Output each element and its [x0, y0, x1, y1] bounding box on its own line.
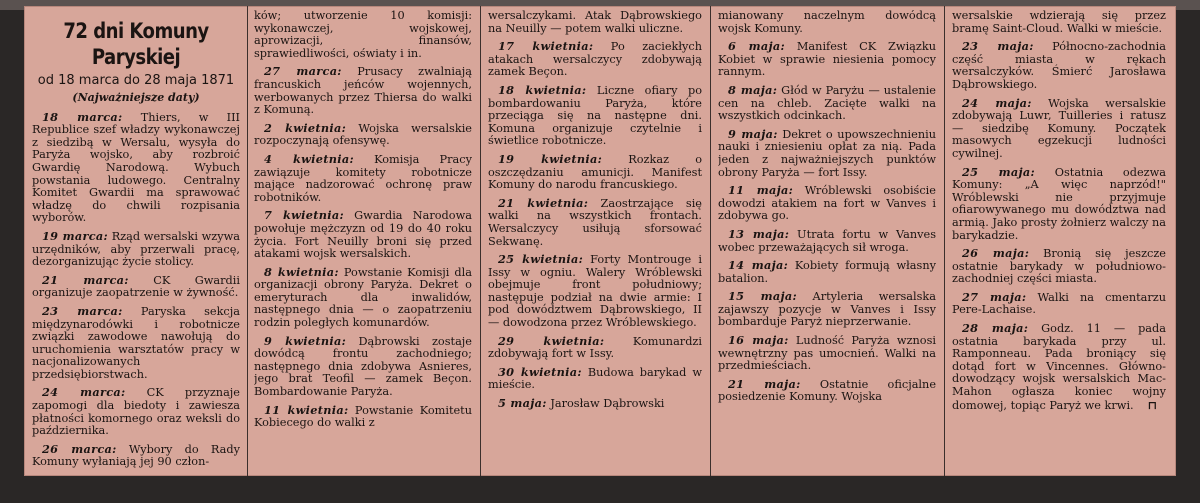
timeline-entry — [32, 111, 240, 225]
entry-text: Ostatnie oficjalne posiedzenie Komuny. Wojska — [718, 377, 936, 404]
entry-text: Utrata fortu w Vanves wobec przeważających sił wroga. — [718, 227, 936, 254]
column-divider — [944, 6, 945, 476]
entry-date: 21 maja: — [728, 376, 801, 391]
timeline-entry — [254, 209, 472, 260]
entry-text: CK Gwardii organizuje zaopatrzenie w żywność. — [32, 273, 240, 300]
entry-text: Forty Montrouge i Issy w ogniu. Walery Wróblewski obejmuje front południowy; następuje podział na dwie armie: I pod dowództwem Dąbrowskiego, II — dowodzona przez Wróblewskiego. — [488, 253, 702, 330]
column-divider — [710, 6, 711, 476]
timeline-entry — [488, 253, 702, 330]
entry-text: Rozkaz o oszczędzaniu amunicji. Manifest Komuny do narodu francuskiego. — [488, 152, 702, 192]
timeline-entry — [952, 247, 1166, 286]
entry-date: 11 maja: — [728, 183, 794, 198]
timeline-entry — [254, 404, 472, 430]
entry-text: Wróblewski osobiście dowodzi atakiem na fort w Vanves i zdobywa go. — [718, 184, 936, 223]
entry-text: Wojska wersalskie zdobywają Luwr, Tuilleries i ratusz — siedzibę Komuny. Początek masowych egzekucji ludności cywilnej. — [952, 96, 1166, 160]
timeline-entry — [952, 322, 1166, 412]
continued-text: wersalczykami. Atak Dąbrowskiego na Neuilly — potem walki uliczne. — [488, 10, 702, 35]
entry-date: 19 marca: — [42, 228, 109, 243]
entry-date: 16 maja: — [728, 333, 789, 348]
column-3 — [488, 10, 702, 476]
timeline-entry — [254, 266, 472, 330]
entry-date: 27 marca: — [264, 64, 342, 79]
entry-date: 18 kwietnia: — [498, 82, 587, 97]
entry-date: 7 kwietnia: — [264, 208, 344, 223]
entry-text: Ostatnia odezwa Komuny: „A więc naprzód!" Wróblewski nie przyjmuje ofiarowywanego mu dowództwa nad armią. Jako prosty żołnierz walczy na barykadzie. — [952, 165, 1166, 242]
entry-date: 28 maja: — [962, 321, 1029, 336]
entry-date: 24 maja: — [962, 95, 1032, 110]
timeline-entry — [718, 184, 936, 223]
timeline-entry — [254, 153, 472, 204]
timeline-entry — [718, 334, 936, 373]
entry-date: 8 kwietnia: — [264, 264, 339, 279]
entry-date: 26 maja: — [962, 246, 1030, 261]
entry-text: Godz. 11 — pada ostatnia barykada przy ul. Ramponneau. Pada broniący się dotąd fort w Vincennes. Głównodowodzący wojsk wersalskich Mac-Mahon ogłasza koniec wojny domowej, topiąc Paryż we krwi. — [952, 322, 1166, 412]
entry-date: 24 marca: — [42, 385, 126, 400]
entry-text: Głód w Paryżu — ustalenie cen na chleb. Zacięte walki na wszystkich odcinkach. — [718, 83, 936, 123]
entry-text: Po zaciekłych atakach wersalczycy zdobywają zamek Beçon. — [488, 40, 702, 79]
entry-date: 30 kwietnia: — [498, 364, 582, 379]
entry-text: Liczne ofiary po bombardowaniu Paryża, które przeciąga się na następne dni. Komuna organizuje czytelnie i świetlice robotnicze. — [488, 83, 702, 148]
entry-date: 21 kwietnia: — [498, 195, 589, 210]
entry-text: Thiers, w III Republice szef władzy wykonawczej z siedzibą w Wersalu, wysyła do Paryża wojsko, aby rozbroić Gwardię Narodową. Wybuch powstania ludowego. Centralny Komitet Gwardii ma sprawować władzę do chwili rozpisania wyborów. — [32, 110, 240, 225]
column-2 — [254, 10, 472, 476]
entry-text: Paryska sekcja międzynarodówki i robotnicze związki zawodowe nawołują do uruchomienia warsztatów pracy w nacjonalizowanych przedsiębiorstwach. — [32, 304, 240, 381]
entry-text: Bronią się jeszcze ostatnie barykady w południowo-zachodniej części miasta. — [952, 247, 1166, 286]
entry-date: 2 kwietnia: — [264, 120, 347, 135]
timeline-entry — [32, 274, 240, 300]
continued-text: wersalskie wdzierają się przez bramę Saint-Cloud. Walki w mieście. — [952, 10, 1166, 35]
column-4 — [718, 10, 936, 476]
timeline-entry — [718, 290, 936, 329]
entry-text: Północno-zachodnia część miasta w rękach wersalczyków. Śmierć Jarosława Dąbrowskiego. — [952, 40, 1166, 91]
entry-date: 25 maja: — [962, 164, 1036, 179]
entry-date: 25 kwietnia: — [498, 252, 584, 267]
entry-date: 17 kwietnia: — [498, 39, 594, 54]
timeline-entry — [254, 122, 472, 148]
timeline-entry — [952, 97, 1166, 161]
article-subtitle: od 18 marca do 28 maja 1871 — [37, 73, 235, 88]
entry-date: 21 marca: — [42, 272, 129, 287]
article-title: 72 dni Komuny Paryskiej — [63, 19, 209, 69]
entry-date: 9 maja: — [728, 126, 778, 141]
entry-date: 23 maja: — [962, 39, 1034, 54]
entry-text: Gwardia Narodowa powołuje mężczyzn od 19 do 40 roku życia. Fort Neuilly broni się przed atakami wojsk wersalskich. — [254, 209, 472, 261]
column-5 — [952, 10, 1166, 476]
continued-text: mianowany naczelnym dowódcą wojsk Komuny. — [718, 10, 936, 35]
timeline-entry — [32, 230, 240, 269]
entry-text: Budowa barykad w mieście. — [488, 365, 702, 392]
entry-text: Komisja Pracy zawiązuje komitety robotnicze mające nadzorować ochronę praw robotników. — [254, 152, 472, 204]
entry-text: Dąbrowski zostaje dowódcą frontu zachodniego; następnego dnia zdobywa Asnieres, jego brat Teofil — zamek Beçon. Bombardowanie Paryża. — [254, 334, 472, 399]
timeline-entry — [718, 378, 936, 404]
entry-date: 9 kwietnia: — [264, 333, 347, 348]
timeline-entry — [952, 166, 1166, 243]
continued-text: ków; utworzenie 10 komisji: wykonawczej, wojskowej, aprowizacji, finansów, sprawiedliwości, oświaty i in. — [254, 10, 472, 60]
timeline-entry — [718, 128, 936, 179]
timeline-entry — [254, 65, 472, 116]
timeline-entry — [488, 366, 702, 392]
timeline-entry — [488, 397, 702, 411]
entry-text: Artyleria wersalska zajawszy pozycje w Vanves i Issy bombarduje Paryż nieprzerwanie. — [718, 290, 936, 329]
entry-text: Ludność Paryża wznosi wewnętrzny pas umocnień. Walki na przedmieściach. — [718, 334, 936, 373]
column-divider — [247, 6, 248, 476]
entry-date: 27 maja: — [962, 289, 1027, 304]
entry-date: 8 maja: — [728, 82, 778, 97]
entry-text: Wojska wersalskie rozpoczynają ofensywę. — [254, 121, 472, 148]
entry-text: Walki na cmentarzu Pere-Lachaise. — [952, 290, 1166, 317]
timeline-entry — [952, 291, 1166, 317]
entry-date: 14 maja: — [728, 258, 789, 273]
timeline-entry — [952, 40, 1166, 91]
timeline-entry — [32, 386, 240, 437]
entry-date: 23 marca: — [42, 303, 123, 318]
entry-text: Kobiety formują własny batalion. — [718, 259, 936, 285]
timeline-entry — [488, 197, 702, 248]
entry-text: Dekret o upowszechnieniu nauki i zniesieniu opłat za nią. Pada jeden z najważniejszych punktów obrony Paryża — fort Issy. — [718, 127, 936, 179]
article-note: (Najważniejsze daty) — [72, 91, 200, 104]
timeline-entry — [718, 259, 936, 285]
entry-date: 11 kwietnia: — [264, 402, 349, 417]
entry-text: Rząd wersalski wzywa urzędników, aby przerwali pracę, dezorganizując życie stolicy. — [32, 229, 240, 269]
timeline-entry — [488, 153, 702, 192]
entry-text: Komunardzi zdobywają fort w Issy. — [488, 334, 702, 361]
timeline-entry — [32, 305, 240, 382]
timeline-entry — [718, 228, 936, 254]
entry-text: Jarosław Dąbrowski — [546, 397, 665, 411]
entry-date: 15 maja: — [728, 289, 797, 304]
timeline-entry — [718, 40, 936, 79]
entry-text: Prusacy zwalniają francuskich jeńców wojennych, werbowanych przez Thiersa do walki z Komuną. — [254, 65, 472, 117]
timeline-entry — [32, 443, 240, 469]
entry-text: Wybory do Rady Komuny wyłaniają jej 90 człon- — [32, 442, 240, 469]
timeline-entry — [488, 40, 702, 79]
timeline-entry — [718, 84, 936, 123]
entry-text: Manifest CK Związku Kobiet w sprawie niesienia pomocy rannym. — [718, 40, 936, 79]
end-mark: ⊓ — [1147, 397, 1158, 412]
entry-date: 6 maja: — [728, 39, 786, 54]
timeline-entry — [488, 335, 702, 361]
entry-date: 26 marca: — [42, 441, 117, 456]
entry-text: Powstanie Komisji dla organizacji obrony Paryża. Dekret o emeryturach dla inwalidów, następnego dnia — o zaopatrzeniu rodzin poległych komunardów. — [254, 265, 472, 330]
entry-text: Powstanie Komitetu Kobiecego do walki z — [254, 403, 472, 430]
entry-date: 5 maja: — [498, 396, 547, 411]
entry-date: 29 kwietnia: — [498, 333, 605, 348]
entry-date: 4 kwietnia: — [264, 151, 354, 166]
entry-text: CK przyznaje zapomogi dla biedoty i zawiesza płatności komornego oraz weksli do października. — [32, 386, 240, 438]
timeline-entry — [254, 335, 472, 399]
entry-date: 13 maja: — [728, 226, 790, 241]
timeline-entry — [488, 84, 702, 148]
newspaper-clipping — [24, 6, 1176, 476]
column-1 — [32, 10, 240, 476]
entry-text: Zaostrzające się walki na wszystkich frontach. Wersalczycy usiłują sforsować Sekwanę. — [488, 196, 702, 248]
column-divider — [480, 6, 481, 476]
entry-date: 18 marca: — [42, 109, 123, 124]
entry-date: 19 kwietnia: — [498, 151, 603, 166]
